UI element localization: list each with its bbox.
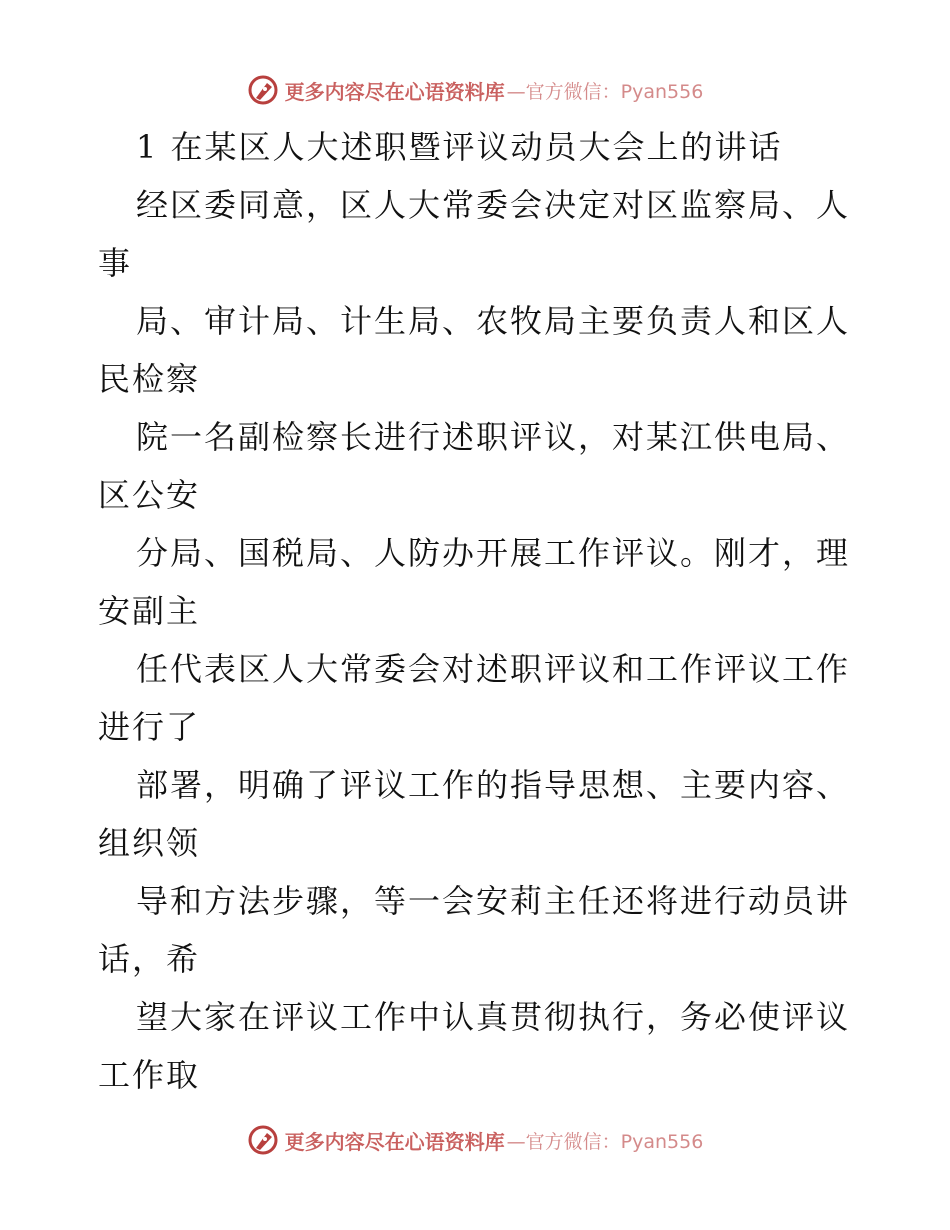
header-site-text: 更多内容尽在心语资料库	[284, 79, 505, 104]
footer-banner	[0, 1120, 950, 1160]
pen-nib-logo-icon	[247, 1124, 279, 1156]
document-line: 进行了	[98, 708, 201, 746]
document-body	[98, 118, 858, 1104]
document-line: 经区委同意，区人大常委会决定对区监察局、人	[136, 186, 851, 224]
footer-contact-text: —官方微信：Pyan556	[506, 1130, 704, 1153]
document-line: 组织领	[98, 824, 201, 862]
document-line: 话，希	[98, 940, 201, 978]
header-contact-text: —官方微信：Pyan556	[506, 80, 704, 103]
document-line: 部署，明确了评议工作的指导思想、主要内容、	[136, 766, 851, 804]
document-line: 分局、国税局、人防办开展工作评议。刚才，理	[136, 534, 851, 572]
document-line: 局、审计局、计生局、农牧局主要负责人和区人	[136, 302, 851, 340]
document-line: 安副主	[98, 592, 201, 630]
document-line: 望大家在评议工作中认真贯彻执行，务必使评议	[136, 998, 851, 1036]
document-line: 院一名副检察长进行述职评议，对某江供电局、	[136, 418, 851, 456]
document-line: 工作取	[98, 1056, 201, 1094]
document-line: 导和方法步骤，等一会安莉主任还将进行动员讲	[136, 882, 851, 920]
document-line: 任代表区人大常委会对述职评议和工作评议工作	[136, 650, 851, 688]
document-line: 1 在某区人大述职暨评议动员大会上的讲话	[136, 128, 783, 166]
document-line: 民检察	[98, 360, 201, 398]
header-banner	[0, 70, 950, 110]
document-line: 区公安	[98, 476, 201, 514]
document-line: 事	[98, 244, 133, 282]
footer-site-text: 更多内容尽在心语资料库	[284, 1129, 505, 1154]
pen-nib-logo-icon	[247, 74, 279, 106]
